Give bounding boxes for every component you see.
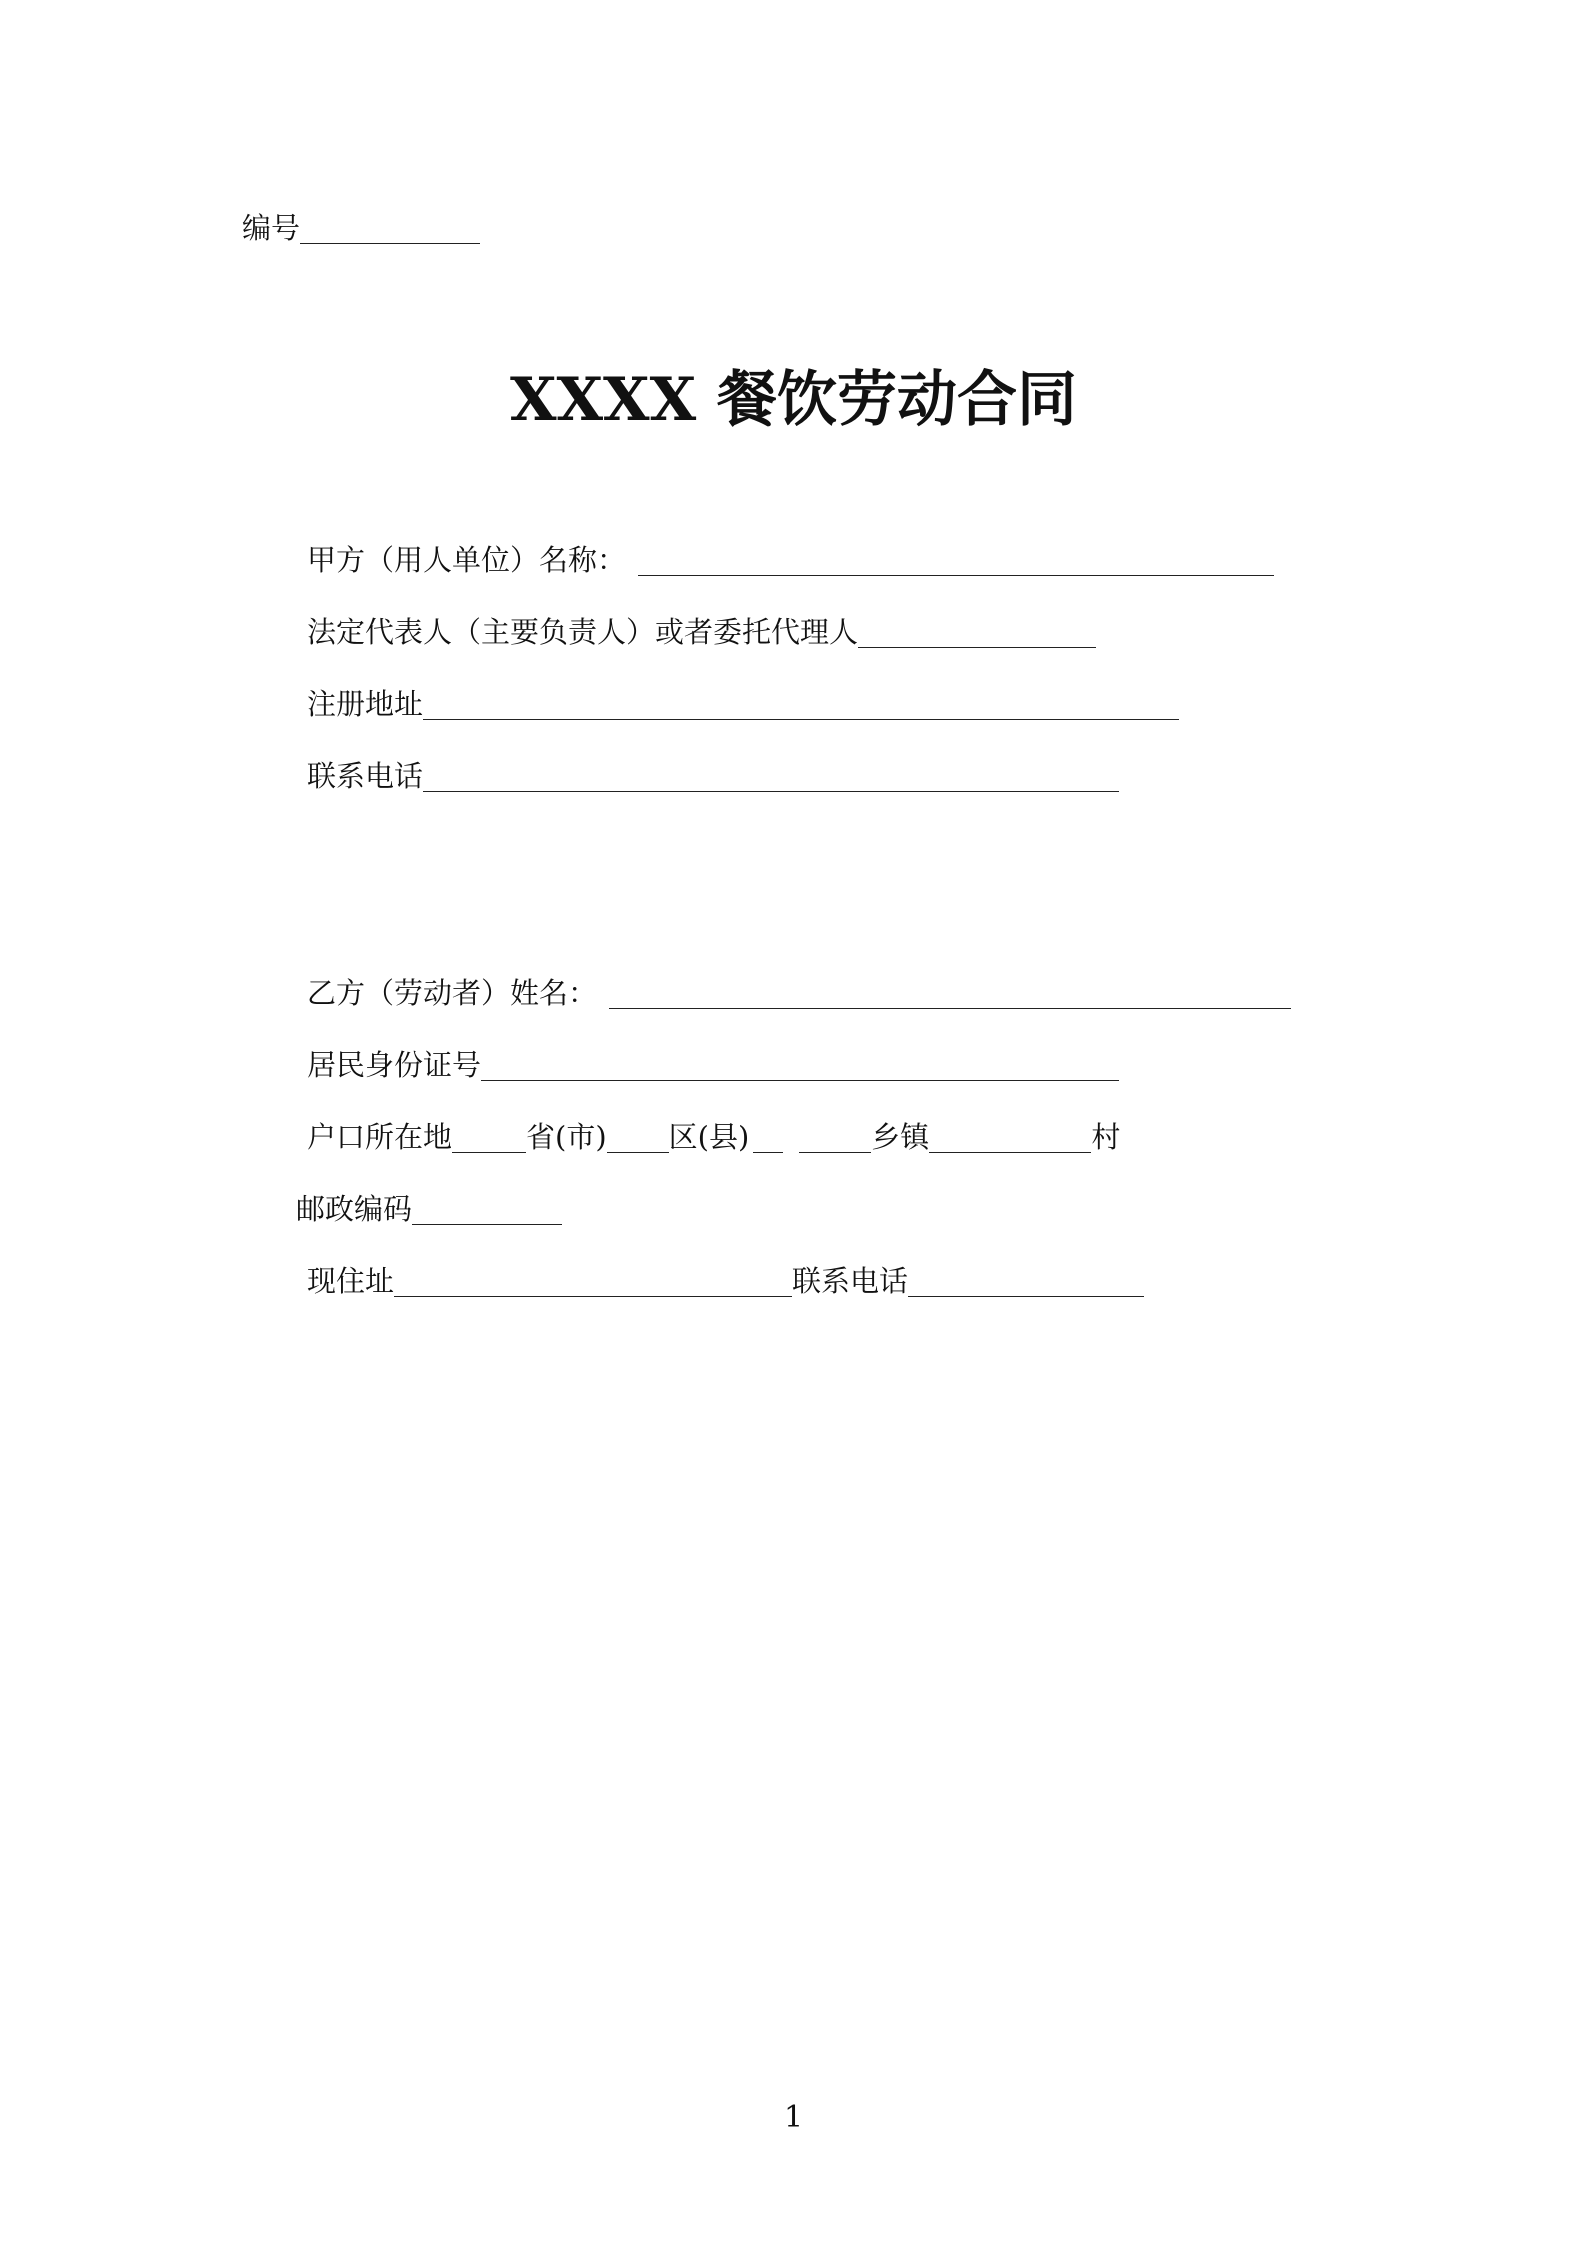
party-b-phone-label: 联系电话 <box>792 1264 909 1298</box>
party-a-phone-label: 联系电话 <box>307 759 424 793</box>
serial-number-line <box>242 208 480 248</box>
hukou-district-blank <box>607 1122 669 1153</box>
party-b-postcode-line <box>296 1189 562 1229</box>
party-a-name-line <box>307 540 1274 580</box>
party-b-hukou-line <box>307 1117 1120 1157</box>
party-a-phone-blank <box>423 761 1119 792</box>
document-title: XXXX 餐饮劳动合同 <box>509 365 1078 435</box>
party-b-name-label: 乙方（劳动者）姓名： <box>307 976 598 1010</box>
party-a-address-label: 注册地址 <box>307 687 424 721</box>
party-b-current-address-line <box>307 1261 1144 1301</box>
hukou-province-label: 省(市) <box>526 1120 607 1154</box>
hukou-town-blank-1 <box>753 1122 783 1153</box>
page-number: 1 <box>783 2100 804 2135</box>
hukou-town-label: 乡镇 <box>871 1120 930 1154</box>
hukou-village-label: 村 <box>1091 1120 1121 1154</box>
hukou-province-blank <box>452 1122 526 1153</box>
party-a-phone-line <box>307 756 1119 796</box>
party-b-name-blank <box>609 978 1291 1009</box>
party-b-hukou-label: 户口所在地 <box>307 1120 453 1154</box>
party-b-current-address-label: 现住址 <box>307 1264 395 1298</box>
party-a-rep-label: 法定代表人（主要负责人）或者委托代理人 <box>307 615 859 649</box>
hukou-district-label: 区(县) <box>668 1120 750 1154</box>
hukou-village-blank <box>929 1122 1091 1153</box>
party-a-name-blank <box>638 545 1274 576</box>
party-b-id-label: 居民身份证号 <box>307 1048 482 1082</box>
party-b-postcode-label: 邮政编码 <box>296 1192 413 1226</box>
serial-number-label: 编号 <box>242 211 301 245</box>
party-b-current-address-blank <box>394 1266 792 1297</box>
party-a-address-blank <box>423 689 1179 720</box>
party-a-rep-line <box>307 612 1096 652</box>
party-a-address-line <box>307 684 1179 724</box>
party-b-postcode-blank <box>412 1194 562 1225</box>
serial-number-blank <box>300 213 480 244</box>
party-b-id-line <box>307 1045 1119 1085</box>
party-b-name-line <box>307 973 1291 1013</box>
party-a-name-label: 甲方（用人单位）名称： <box>307 543 627 577</box>
party-a-rep-blank <box>858 617 1096 648</box>
party-b-id-blank <box>481 1050 1119 1081</box>
hukou-town-blank-2 <box>799 1122 871 1153</box>
party-b-phone-blank <box>908 1266 1144 1297</box>
